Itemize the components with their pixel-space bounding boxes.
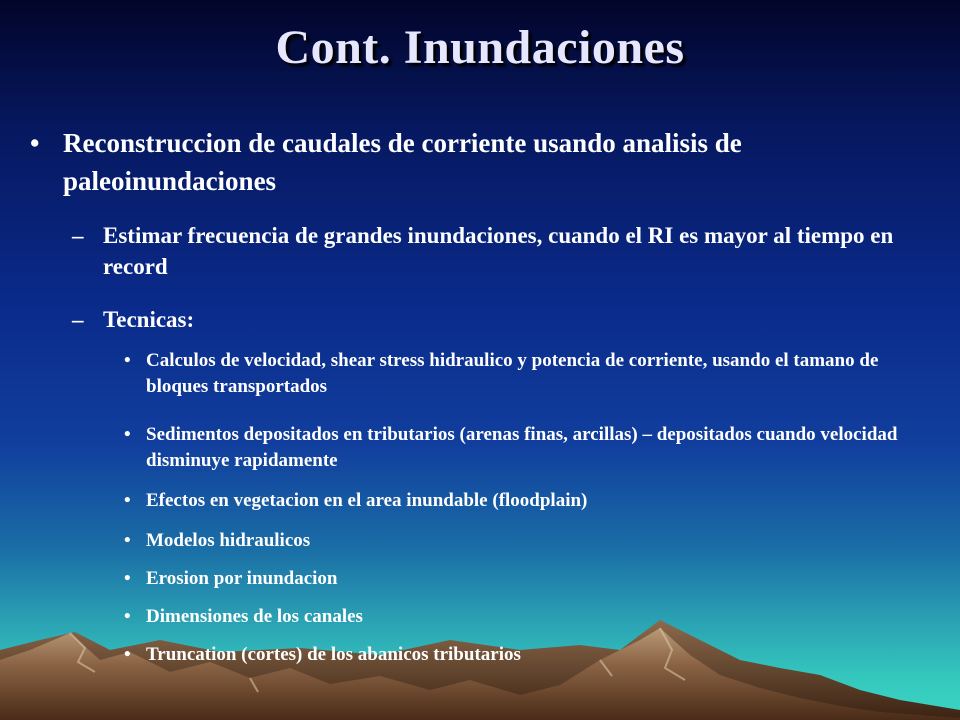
sub-bullet-techniques: Tecnicas: xyxy=(103,307,195,332)
bullet-marker: • xyxy=(124,568,131,589)
dash-marker: – xyxy=(72,223,84,248)
bullet-marker: • xyxy=(124,530,131,551)
bullet-marker: • xyxy=(124,490,131,511)
technique-item: Calculos de velocidad, shear stress hidraulico y potencia de corriente, usando el tamano de bloques transportados xyxy=(146,350,879,397)
bullet-marker: • xyxy=(124,350,131,371)
sub-bullet-frequency: Estimar frecuencia de grandes inundaciones, cuando el RI es mayor al tiempo en record xyxy=(103,223,894,279)
technique-item: Erosion por inundacion xyxy=(146,568,338,589)
technique-item: Dimensiones de los canales xyxy=(146,606,363,627)
bullet-marker: • xyxy=(124,424,131,445)
dash-marker: – xyxy=(72,307,84,332)
technique-item: Modelos hidraulicos xyxy=(146,530,311,551)
technique-item: Sedimentos depositados en tributarios (arenas finas, arcillas) – depositados cuando velocidad disminuye rapidamente xyxy=(146,424,898,471)
bullet-marker: • xyxy=(124,644,131,665)
technique-item: Truncation (cortes) de los abanicos tributarios xyxy=(146,644,521,665)
bullet-marker: • xyxy=(124,606,131,627)
slide-title: Cont. Inundaciones xyxy=(275,21,685,74)
main-bullet-text: Reconstruccion de caudales de corriente usando analisis de paleoinundaciones xyxy=(63,128,742,196)
technique-item: Efectos en vegetacion en el area inundable (floodplain) xyxy=(146,490,588,511)
bullet-marker: • xyxy=(30,128,40,158)
